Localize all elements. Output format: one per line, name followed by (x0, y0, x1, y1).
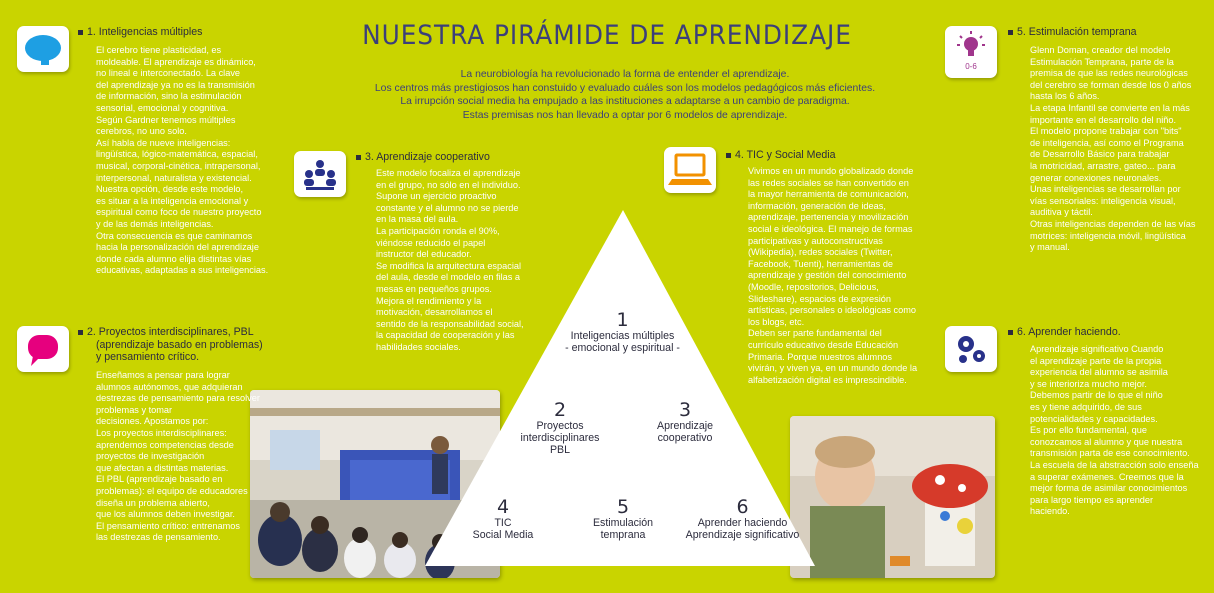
pyramid-level-6 (670, 497, 815, 541)
body-line: auditiva y táctil. (1030, 207, 1093, 218)
body-line: musical, corporal-cinética, intrapersonal, (96, 160, 261, 171)
section-4-title (726, 149, 836, 162)
bullet-icon (726, 153, 731, 158)
body-line: Mejora el rendimiento y la (376, 295, 482, 306)
body-line: participativas y autoconstructivas (748, 235, 883, 246)
body-line: destrezas de pensamiento para resolver (96, 393, 260, 404)
body-line: importante en el desarrollo del niño. (1030, 114, 1177, 125)
body-line: es y tiene adquirido, de sus (1030, 401, 1142, 412)
body-line: y manual. (1030, 242, 1070, 253)
section-title-line: y pensamiento crítico. (96, 351, 200, 363)
body-line: premisa de que las redes neurológicas (1030, 68, 1188, 79)
body-line: cerebros, no uno solo. (96, 126, 187, 137)
body-line: educativas, adaptadas a sus inteligencias. (96, 265, 269, 276)
body-line: haciendo. (1030, 506, 1070, 517)
body-line: transmisión parta de ese conocimiento. (1030, 448, 1190, 459)
intro-line: Los centros más prestigiosos han constuido y evaluado cuáles son los modelos pedagógicos más eficientes. (374, 82, 876, 94)
pyramid-number: 1 (616, 309, 629, 331)
body-line: las redes sociales se han convertido en (748, 177, 909, 188)
body-line: generar conexiones neuronales. (1030, 172, 1162, 183)
body-line: que los alumnos deben investigar. (96, 509, 235, 520)
body-line: de información, sino la estimulación (96, 91, 242, 102)
body-line: potencialidades y capacidades. (1030, 413, 1158, 424)
body-line: a superar exámenes. Creemos que la (1030, 471, 1184, 482)
body-line: Vivimos en un mundo globalizado donde (748, 166, 914, 176)
pyramid-label: Social Media (472, 529, 534, 541)
body-line: aprendemos competencias desde (96, 439, 234, 450)
body-line: lingüística, lógico-matemática, espacial, (96, 149, 258, 160)
body-line: Unas inteligencias se desarrollan por (1030, 184, 1181, 195)
body-line: Se modifica la arquitectura espacial (376, 260, 522, 271)
body-line: sentido de la responsabilidad social, (376, 318, 524, 329)
body-line: de inteligencia, así como el Programa (1030, 137, 1184, 148)
body-line: proyectos de investigación (96, 451, 205, 462)
body-line: los blogs, etc. (748, 316, 805, 327)
section-4-body (748, 166, 928, 386)
speech-bubble-icon (17, 326, 69, 372)
pyramid-level-4 (455, 497, 551, 541)
body-line: Nuestra opción, desde este modelo, (96, 184, 244, 195)
body-line: alfabetización digital es imprescindible. (748, 374, 907, 385)
body-line: Los proyectos interdisciplinares: (96, 427, 227, 438)
lightbulb-icon (945, 26, 997, 78)
body-line: Enseñamos a pensar para lograr (96, 370, 230, 380)
body-line: Este modelo focaliza el aprendizaje (376, 168, 521, 178)
pyramid-label: cooperativo (657, 432, 713, 444)
body-line: (Wikipedia), redes sociales (Twitter, (748, 247, 893, 258)
section-title-line: (aprendizaje basado en problemas) (96, 338, 263, 351)
body-line: espiritual como foco de nuestro proyecto (96, 207, 262, 218)
body-line: vías sensoriales: inteligencia visual, (1030, 195, 1176, 206)
bullet-icon (356, 155, 361, 160)
section-1-title (78, 26, 202, 39)
body-line: es situar a la inteligencia emocional y (96, 195, 249, 206)
body-line: y de las demás inteligencias. (96, 218, 214, 229)
pyramid-label: Aprendizaje significativo (685, 529, 800, 541)
body-line: el aprendizaje parte de la propia (1030, 355, 1162, 366)
section-2-body (96, 370, 276, 544)
body-line: hasta los 6 años. (1030, 91, 1100, 102)
body-line: Glenn Doman, creador del modelo (1030, 45, 1171, 55)
body-line: La etapa Infantil se convierte en la más (1030, 102, 1190, 113)
section-title-text: 3. Aprendizaje cooperativo (365, 151, 490, 163)
pyramid-label: PBL (549, 444, 571, 456)
body-line: problemas y tomar (96, 404, 173, 415)
icon-label: 0-6 (965, 62, 977, 71)
body-line: decisiones. Apostamos por: (96, 416, 209, 427)
body-line: del aprendizaje ya no es la transmisión (96, 79, 255, 90)
section-3-body (376, 168, 536, 354)
intro-text (330, 68, 920, 123)
section-title-line (78, 326, 278, 339)
body-line: diseña un problema abierto, (96, 497, 210, 508)
pyramid-label: TIC (494, 517, 512, 529)
pyramid-label: Estimulación (592, 517, 654, 529)
body-line: las destrezas de pensamiento. (96, 532, 221, 543)
bullet-icon (78, 330, 83, 335)
section-title-text: 2. Proyectos interdisciplinares, PBL (87, 326, 254, 338)
body-line: para largo tiempo es aprender (1030, 494, 1154, 505)
pyramid-number: 5 (616, 496, 630, 518)
section-1-body (96, 45, 276, 277)
body-line: que afectan a distintas materias. (96, 462, 229, 473)
brain-icon (17, 26, 69, 72)
body-line: Primaria. Porque nuestros alumnos (748, 351, 893, 362)
pyramid-level-2 (500, 400, 620, 456)
pyramid-label: Aprender haciendo (697, 517, 788, 529)
body-line: El PBL (aprendizaje basado en (96, 474, 223, 485)
body-line: interpersonal, naturalista y existencial. (96, 172, 252, 183)
section-title-text: 6. Aprender haciendo. (1017, 326, 1121, 338)
pyramid-number: 4 (496, 496, 510, 518)
body-line: mejor forma de asimilar conocimientos (1030, 483, 1188, 494)
bullet-icon (78, 30, 83, 35)
pyramid-label: - emocional y espiritual - (565, 342, 680, 354)
section-title-text: 1. Inteligencias múltiples (87, 26, 203, 38)
section-title-text: 4. TIC y Social Media (735, 149, 836, 161)
body-line: experiencia del alumno se asimila (1030, 367, 1168, 378)
body-line: sensorial, emocional y cognitiva. (96, 102, 229, 113)
body-line: La participación ronda el 90%, (376, 225, 500, 236)
body-line: Facebook, Tuenti), herramientas de (748, 258, 894, 269)
body-line: mesas en pequeños grupos. (376, 283, 492, 294)
body-line: currículo educativo desde Educación (748, 339, 899, 350)
section-3-title (356, 151, 490, 164)
pyramid-number: 3 (678, 399, 692, 421)
body-line: vivirán, y viven ya, en un mundo donde la (748, 363, 918, 374)
body-line: aprendizaje y gestión del conocimiento (748, 270, 907, 281)
page-title: NUESTRA PIRÁMIDE DE APRENDIZAJE (362, 20, 852, 51)
body-line: Otra consecuencia es que caminamos (96, 230, 253, 241)
pyramid-label: interdisciplinares (520, 432, 600, 444)
body-line: artísticas, personales o ideológicas como (748, 305, 917, 316)
body-line: donde cada alumno elija distintas vías (96, 253, 252, 264)
body-line: Aprendizaje significativo Cuando (1030, 344, 1164, 354)
group-icon (294, 151, 346, 197)
body-line: información, generación de ideas, (748, 200, 886, 211)
body-line: Otras inteligencias dependen de las vías (1030, 218, 1196, 229)
body-line: la motricidad, arrastre, gateo... para (1030, 160, 1176, 171)
body-line: de Desarrollo Básico para trabajar (1030, 149, 1170, 160)
pyramid-number: 6 (736, 496, 749, 518)
body-line: Estimulación Temprana, parte de la (1030, 56, 1174, 67)
laptop-icon (664, 147, 716, 193)
pyramid-level-1 (540, 310, 705, 354)
section-6-title (1008, 326, 1121, 339)
body-line: la capacidad de cooperación y las (376, 330, 515, 341)
body-line: instructor del educador. (376, 249, 472, 260)
pyramid-label: temprana (600, 529, 646, 541)
intro-line: La neurobiología ha revolucionado la forma de entender el aprendizaje. (460, 69, 790, 80)
body-line: y se interioriza mucho mejor. (1030, 378, 1147, 389)
body-line: Así habla de nueve inteligencias: (96, 137, 231, 148)
section-6-body (1030, 344, 1210, 518)
gears-icon (945, 326, 997, 372)
bullet-icon (1008, 330, 1013, 335)
body-line: Slideshare), espacios de expresión (748, 293, 891, 304)
intro-line: Estas premisas nos han llevado a optar por 6 modelos de aprendizaje. (462, 110, 788, 122)
body-line: en el grupo, no sólo en el individuo. (376, 179, 521, 190)
body-line: (Moodle, repositorios, Delicious, (748, 281, 879, 292)
pyramid-level-5 (575, 497, 671, 541)
body-line: El modelo propone trabajar con "bits" (1030, 126, 1182, 137)
section-5-body (1030, 45, 1210, 254)
body-line: Debemos partir de lo que el niño (1030, 390, 1163, 401)
body-line: moldeable. El aprendizaje es dinámico, (96, 56, 256, 67)
body-line: en la masa del aula. (376, 214, 459, 225)
pyramid-label: Inteligencias múltiples (570, 330, 675, 342)
body-line: conozcamos al alumno y que nuestra (1030, 436, 1183, 447)
body-line: La escuela de la abstracción solo enseña (1030, 459, 1199, 470)
section-title-text: 5. Estimulación temprana (1017, 26, 1137, 38)
body-line: motivación, desarrollamos el (376, 307, 493, 318)
body-line: Deben ser parte fundamental del (748, 328, 882, 339)
body-line: la mayor herramienta de comunicación, (748, 189, 909, 200)
pyramid-label: Proyectos (536, 420, 584, 432)
body-line: Supone un ejercicio proactivo (376, 191, 497, 202)
intro-line: La irrupción social media ha empujado a las instituciones a adaptarse a un cambio de paradigma. (400, 96, 850, 108)
body-line: problemas): el equipo de educadores (96, 485, 248, 496)
child-photo (790, 416, 995, 578)
body-line: no lineal e interconectado. La clave (96, 68, 241, 79)
body-line: viéndose reducido el papel (376, 237, 486, 248)
body-line: social e ideológica. El manejo de formas (748, 223, 913, 234)
body-line: alumnos autónomos, que adquieran (96, 381, 243, 392)
body-line: aprendizaje, pertenencia y movilización (748, 212, 909, 223)
section-5-title (1008, 26, 1137, 39)
body-line: del aula, desde el modelo en filas a (376, 272, 521, 283)
body-line: El cerebro tiene plasticidad, es (96, 45, 222, 55)
body-line: del cerebro se forman desde los 0 años (1030, 79, 1192, 90)
body-line: motrices: inteligencia móvil, lingüística (1030, 230, 1186, 241)
body-line: habilidades sociales. (376, 341, 461, 352)
pyramid-number: 2 (553, 399, 567, 421)
body-line: Según Gardner tenemos múltiples (96, 114, 236, 125)
pyramid-level-3 (630, 400, 740, 444)
section-2-title (78, 326, 278, 364)
body-line: El pensamiento crítico: entrenamos (96, 520, 241, 531)
pyramid-label: Aprendizaje (657, 420, 713, 432)
body-line: constante y el alumno no se pierde (376, 202, 519, 213)
body-line: Es por ello fundamental, que (1030, 425, 1147, 436)
body-line: hacia la personalización del aprendizaje (96, 242, 259, 253)
bullet-icon (1008, 30, 1013, 35)
